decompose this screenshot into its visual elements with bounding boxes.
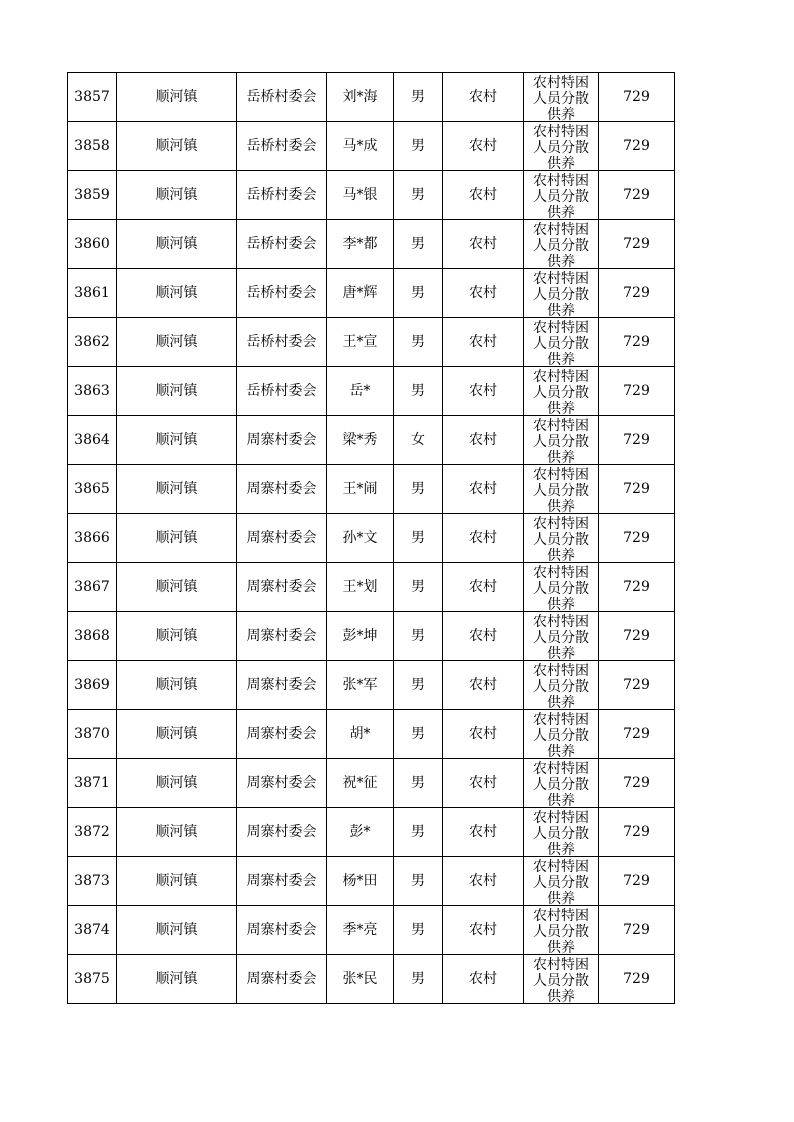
amount-cell: 729 xyxy=(599,808,675,857)
table-row xyxy=(68,661,675,710)
assistance-category-cell xyxy=(524,808,599,857)
assistance-category-text: 农村特困人员分散供养 xyxy=(533,662,589,709)
assistance-category-cell xyxy=(524,759,599,808)
sex-cell: 男 xyxy=(394,220,443,269)
amount-cell: 729 xyxy=(599,612,675,661)
sex-cell: 男 xyxy=(394,808,443,857)
household-type-cell: 农村 xyxy=(443,955,524,1004)
assistance-category-text: 农村特困人员分散供养 xyxy=(533,172,589,219)
amount-cell: 729 xyxy=(599,367,675,416)
table-row xyxy=(68,269,675,318)
household-type-cell: 农村 xyxy=(443,465,524,514)
amount-cell: 729 xyxy=(599,563,675,612)
village-committee-cell: 周寨村委会 xyxy=(237,857,327,906)
person-name-cell: 刘*海 xyxy=(327,73,394,122)
town-cell: 顺河镇 xyxy=(117,318,237,367)
assistance-category-text: 农村特困人员分散供养 xyxy=(533,907,589,954)
assistance-category-text: 农村特困人员分散供养 xyxy=(533,613,589,660)
town-cell: 顺河镇 xyxy=(117,612,237,661)
serial-number-cell: 3873 xyxy=(68,857,117,906)
assistance-category-cell xyxy=(524,612,599,661)
town-cell: 顺河镇 xyxy=(117,220,237,269)
assistance-category-cell xyxy=(524,122,599,171)
serial-number-cell: 3864 xyxy=(68,416,117,465)
table-row xyxy=(68,416,675,465)
table-row xyxy=(68,759,675,808)
village-committee-cell: 周寨村委会 xyxy=(237,416,327,465)
person-name-cell: 胡* xyxy=(327,710,394,759)
household-type-cell: 农村 xyxy=(443,416,524,465)
serial-number-cell: 3865 xyxy=(68,465,117,514)
assistance-category-text: 农村特困人员分散供养 xyxy=(533,123,589,170)
town-cell: 顺河镇 xyxy=(117,514,237,563)
household-type-cell: 农村 xyxy=(443,367,524,416)
table-row xyxy=(68,318,675,367)
serial-number-cell: 3871 xyxy=(68,759,117,808)
person-name-cell: 马*成 xyxy=(327,122,394,171)
sex-cell: 男 xyxy=(394,171,443,220)
sex-cell: 男 xyxy=(394,318,443,367)
village-committee-cell: 岳桥村委会 xyxy=(237,122,327,171)
household-type-cell: 农村 xyxy=(443,73,524,122)
assistance-category-cell xyxy=(524,171,599,220)
serial-number-cell: 3869 xyxy=(68,661,117,710)
sex-cell: 男 xyxy=(394,122,443,171)
town-cell: 顺河镇 xyxy=(117,73,237,122)
amount-cell: 729 xyxy=(599,857,675,906)
assistance-category-text: 农村特困人员分散供养 xyxy=(533,466,589,513)
sex-cell: 男 xyxy=(394,73,443,122)
assistance-category-text: 农村特困人员分散供养 xyxy=(533,515,589,562)
serial-number-cell: 3868 xyxy=(68,612,117,661)
town-cell: 顺河镇 xyxy=(117,122,237,171)
assistance-category-cell xyxy=(524,906,599,955)
serial-number-cell: 3872 xyxy=(68,808,117,857)
person-name-cell: 张*民 xyxy=(327,955,394,1004)
town-cell: 顺河镇 xyxy=(117,367,237,416)
table-row xyxy=(68,171,675,220)
household-type-cell: 农村 xyxy=(443,759,524,808)
table-row xyxy=(68,73,675,122)
assistance-category-cell xyxy=(524,514,599,563)
sex-cell: 男 xyxy=(394,563,443,612)
table-row xyxy=(68,955,675,1004)
village-committee-cell: 周寨村委会 xyxy=(237,612,327,661)
sex-cell: 男 xyxy=(394,514,443,563)
person-name-cell: 李*都 xyxy=(327,220,394,269)
town-cell: 顺河镇 xyxy=(117,710,237,759)
town-cell: 顺河镇 xyxy=(117,857,237,906)
sex-cell: 男 xyxy=(394,710,443,759)
town-cell: 顺河镇 xyxy=(117,563,237,612)
sex-cell: 女 xyxy=(394,416,443,465)
village-committee-cell: 周寨村委会 xyxy=(237,808,327,857)
amount-cell: 729 xyxy=(599,759,675,808)
assistance-category-text: 农村特困人员分散供养 xyxy=(533,221,589,268)
person-name-cell: 梁*秀 xyxy=(327,416,394,465)
village-committee-cell: 周寨村委会 xyxy=(237,906,327,955)
serial-number-cell: 3874 xyxy=(68,906,117,955)
sex-cell: 男 xyxy=(394,367,443,416)
amount-cell: 729 xyxy=(599,318,675,367)
assistance-category-cell xyxy=(524,367,599,416)
person-name-cell: 祝*征 xyxy=(327,759,394,808)
town-cell: 顺河镇 xyxy=(117,416,237,465)
person-name-cell: 季*亮 xyxy=(327,906,394,955)
amount-cell: 729 xyxy=(599,416,675,465)
assistance-category-cell xyxy=(524,220,599,269)
amount-cell: 729 xyxy=(599,955,675,1004)
person-name-cell: 岳* xyxy=(327,367,394,416)
table-row xyxy=(68,514,675,563)
assistance-category-text: 农村特困人员分散供养 xyxy=(533,760,589,807)
table-row xyxy=(68,220,675,269)
amount-cell: 729 xyxy=(599,73,675,122)
serial-number-cell: 3859 xyxy=(68,171,117,220)
amount-cell: 729 xyxy=(599,465,675,514)
town-cell: 顺河镇 xyxy=(117,955,237,1004)
table-row xyxy=(68,612,675,661)
assistance-category-text: 农村特困人员分散供养 xyxy=(533,319,589,366)
household-type-cell: 农村 xyxy=(443,122,524,171)
town-cell: 顺河镇 xyxy=(117,906,237,955)
town-cell: 顺河镇 xyxy=(117,171,237,220)
person-name-cell: 王*划 xyxy=(327,563,394,612)
village-committee-cell: 周寨村委会 xyxy=(237,955,327,1004)
sex-cell: 男 xyxy=(394,955,443,1004)
assistance-category-text: 农村特困人员分散供养 xyxy=(533,858,589,905)
village-committee-cell: 周寨村委会 xyxy=(237,710,327,759)
person-name-cell: 王*闹 xyxy=(327,465,394,514)
town-cell: 顺河镇 xyxy=(117,269,237,318)
serial-number-cell: 3870 xyxy=(68,710,117,759)
village-committee-cell: 岳桥村委会 xyxy=(237,269,327,318)
household-type-cell: 农村 xyxy=(443,318,524,367)
assistance-category-text: 农村特困人员分散供养 xyxy=(533,809,589,856)
table-row xyxy=(68,122,675,171)
village-committee-cell: 周寨村委会 xyxy=(237,661,327,710)
serial-number-cell: 3875 xyxy=(68,955,117,1004)
serial-number-cell: 3857 xyxy=(68,73,117,122)
table-row xyxy=(68,857,675,906)
household-type-cell: 农村 xyxy=(443,906,524,955)
serial-number-cell: 3861 xyxy=(68,269,117,318)
person-name-cell: 彭*坤 xyxy=(327,612,394,661)
table-row xyxy=(68,367,675,416)
household-type-cell: 农村 xyxy=(443,269,524,318)
sex-cell: 男 xyxy=(394,465,443,514)
sex-cell: 男 xyxy=(394,269,443,318)
person-name-cell: 王*宣 xyxy=(327,318,394,367)
amount-cell: 729 xyxy=(599,122,675,171)
household-type-cell: 农村 xyxy=(443,563,524,612)
amount-cell: 729 xyxy=(599,906,675,955)
household-type-cell: 农村 xyxy=(443,808,524,857)
assistance-category-text: 农村特困人员分散供养 xyxy=(533,270,589,317)
assistance-category-text: 农村特困人员分散供养 xyxy=(533,956,589,1003)
sex-cell: 男 xyxy=(394,661,443,710)
recipient-table xyxy=(67,72,675,1004)
amount-cell: 729 xyxy=(599,514,675,563)
assistance-category-text: 农村特困人员分散供养 xyxy=(533,564,589,611)
assistance-category-cell xyxy=(524,955,599,1004)
assistance-category-cell xyxy=(524,416,599,465)
person-name-cell: 张*军 xyxy=(327,661,394,710)
table-row xyxy=(68,906,675,955)
assistance-category-cell xyxy=(524,465,599,514)
amount-cell: 729 xyxy=(599,269,675,318)
person-name-cell: 唐*辉 xyxy=(327,269,394,318)
assistance-category-cell xyxy=(524,269,599,318)
serial-number-cell: 3860 xyxy=(68,220,117,269)
assistance-category-text: 农村特困人员分散供养 xyxy=(533,417,589,464)
town-cell: 顺河镇 xyxy=(117,465,237,514)
household-type-cell: 农村 xyxy=(443,514,524,563)
table-row xyxy=(68,465,675,514)
household-type-cell: 农村 xyxy=(443,857,524,906)
sex-cell: 男 xyxy=(394,857,443,906)
serial-number-cell: 3867 xyxy=(68,563,117,612)
table-row xyxy=(68,808,675,857)
person-name-cell: 马*银 xyxy=(327,171,394,220)
person-name-cell: 孙*文 xyxy=(327,514,394,563)
village-committee-cell: 岳桥村委会 xyxy=(237,318,327,367)
assistance-category-text: 农村特困人员分散供养 xyxy=(533,368,589,415)
town-cell: 顺河镇 xyxy=(117,759,237,808)
household-type-cell: 农村 xyxy=(443,710,524,759)
serial-number-cell: 3862 xyxy=(68,318,117,367)
household-type-cell: 农村 xyxy=(443,661,524,710)
village-committee-cell: 岳桥村委会 xyxy=(237,171,327,220)
table-row xyxy=(68,710,675,759)
sex-cell: 男 xyxy=(394,612,443,661)
assistance-category-cell xyxy=(524,857,599,906)
assistance-category-cell xyxy=(524,318,599,367)
sex-cell: 男 xyxy=(394,906,443,955)
village-committee-cell: 周寨村委会 xyxy=(237,465,327,514)
household-type-cell: 农村 xyxy=(443,220,524,269)
serial-number-cell: 3863 xyxy=(68,367,117,416)
village-committee-cell: 岳桥村委会 xyxy=(237,73,327,122)
village-committee-cell: 周寨村委会 xyxy=(237,514,327,563)
amount-cell: 729 xyxy=(599,661,675,710)
serial-number-cell: 3858 xyxy=(68,122,117,171)
assistance-category-text: 农村特困人员分散供养 xyxy=(533,711,589,758)
village-committee-cell: 岳桥村委会 xyxy=(237,367,327,416)
village-committee-cell: 岳桥村委会 xyxy=(237,220,327,269)
town-cell: 顺河镇 xyxy=(117,808,237,857)
town-cell: 顺河镇 xyxy=(117,661,237,710)
village-committee-cell: 周寨村委会 xyxy=(237,759,327,808)
serial-number-cell: 3866 xyxy=(68,514,117,563)
assistance-category-cell xyxy=(524,73,599,122)
assistance-category-cell xyxy=(524,661,599,710)
person-name-cell: 彭* xyxy=(327,808,394,857)
amount-cell: 729 xyxy=(599,220,675,269)
amount-cell: 729 xyxy=(599,171,675,220)
sex-cell: 男 xyxy=(394,759,443,808)
assistance-category-cell xyxy=(524,710,599,759)
recipient-table-body xyxy=(68,73,675,1004)
assistance-category-cell xyxy=(524,563,599,612)
household-type-cell: 农村 xyxy=(443,612,524,661)
assistance-category-text: 农村特困人员分散供养 xyxy=(533,74,589,121)
village-committee-cell: 周寨村委会 xyxy=(237,563,327,612)
person-name-cell: 杨*田 xyxy=(327,857,394,906)
amount-cell: 729 xyxy=(599,710,675,759)
household-type-cell: 农村 xyxy=(443,171,524,220)
table-row xyxy=(68,563,675,612)
